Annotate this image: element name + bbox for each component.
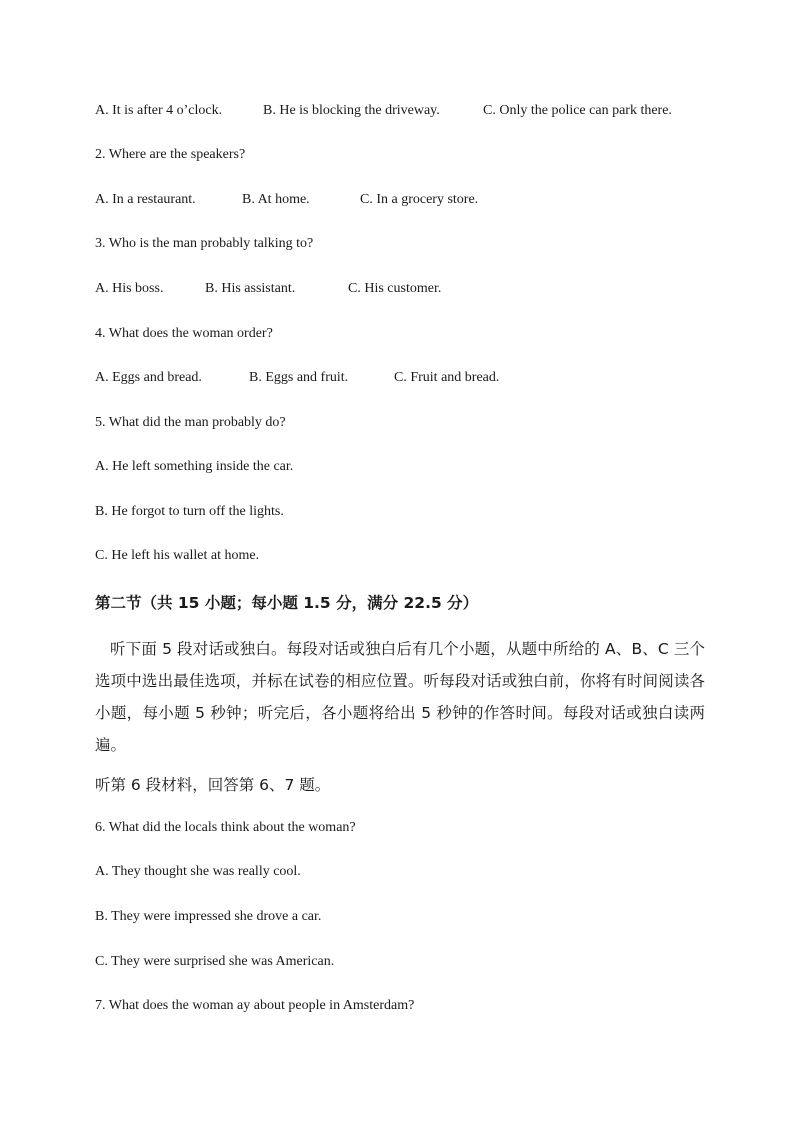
q3-option-a: A. His boss. bbox=[95, 281, 164, 296]
q2-options-row bbox=[95, 191, 478, 209]
q6-question: 6. What did the locals think about the woman? bbox=[95, 820, 356, 835]
q7-question: 7. What does the woman ay about people in Amsterdam? bbox=[95, 998, 415, 1013]
q4-option-c: C. Fruit and bread. bbox=[394, 370, 500, 385]
q2-option-c: C. In a grocery store. bbox=[360, 192, 479, 207]
q3-option-b: B. His assistant. bbox=[205, 281, 296, 296]
q2-option-a: A. In a restaurant. bbox=[95, 192, 196, 207]
section2-heading: 第二节（共 15 小题；每小题 1.5 分，满分 22.5 分） bbox=[95, 594, 479, 612]
q3-options-row bbox=[95, 280, 441, 298]
q5-option-b: B. He forgot to turn off the lights. bbox=[95, 504, 284, 519]
q2-option-b: B. At home. bbox=[242, 192, 310, 207]
q1-option-c: C. Only the police can park there. bbox=[483, 103, 672, 118]
q5-question: 5. What did the man probably do? bbox=[95, 415, 286, 430]
q1-options-row bbox=[95, 102, 672, 120]
q3-option-c: C. His customer. bbox=[348, 281, 442, 296]
q1-option-b: B. He is blocking the driveway. bbox=[263, 103, 440, 118]
q6-option-c: C. They were surprised she was American. bbox=[95, 954, 335, 969]
q4-options-row bbox=[95, 369, 499, 387]
q6-option-b: B. They were impressed she drove a car. bbox=[95, 909, 322, 924]
material-intro: 听第 6 段材料，回答第 6、7 题。 bbox=[95, 776, 331, 794]
section2-instructions: 听下面 5 段对话或独白。每段对话或独白后有几个小题，从题中所给的 A、B、C 三个选项中选出最佳选项，并标在试卷的相应位置。听每段对话或独白前，你将有时间阅读各小题，每小题 5 秒钟；听完后，各小题将给出 5 秒钟的作答时间。每段对话或独白读两遍。 bbox=[95, 640, 705, 754]
q5-option-c: C. He left his wallet at home. bbox=[95, 548, 260, 563]
q4-option-a: A. Eggs and bread. bbox=[95, 370, 202, 385]
q4-option-b: B. Eggs and fruit. bbox=[249, 370, 349, 385]
q5-option-a: A. He left something inside the car. bbox=[95, 459, 294, 474]
q1-option-a: A. It is after 4 o’clock. bbox=[95, 103, 223, 118]
q4-question: 4. What does the woman order? bbox=[95, 326, 273, 341]
q2-question: 2. Where are the speakers? bbox=[95, 147, 246, 162]
q3-question: 3. Who is the man probably talking to? bbox=[95, 236, 314, 251]
q6-option-a: A. They thought she was really cool. bbox=[95, 864, 301, 879]
